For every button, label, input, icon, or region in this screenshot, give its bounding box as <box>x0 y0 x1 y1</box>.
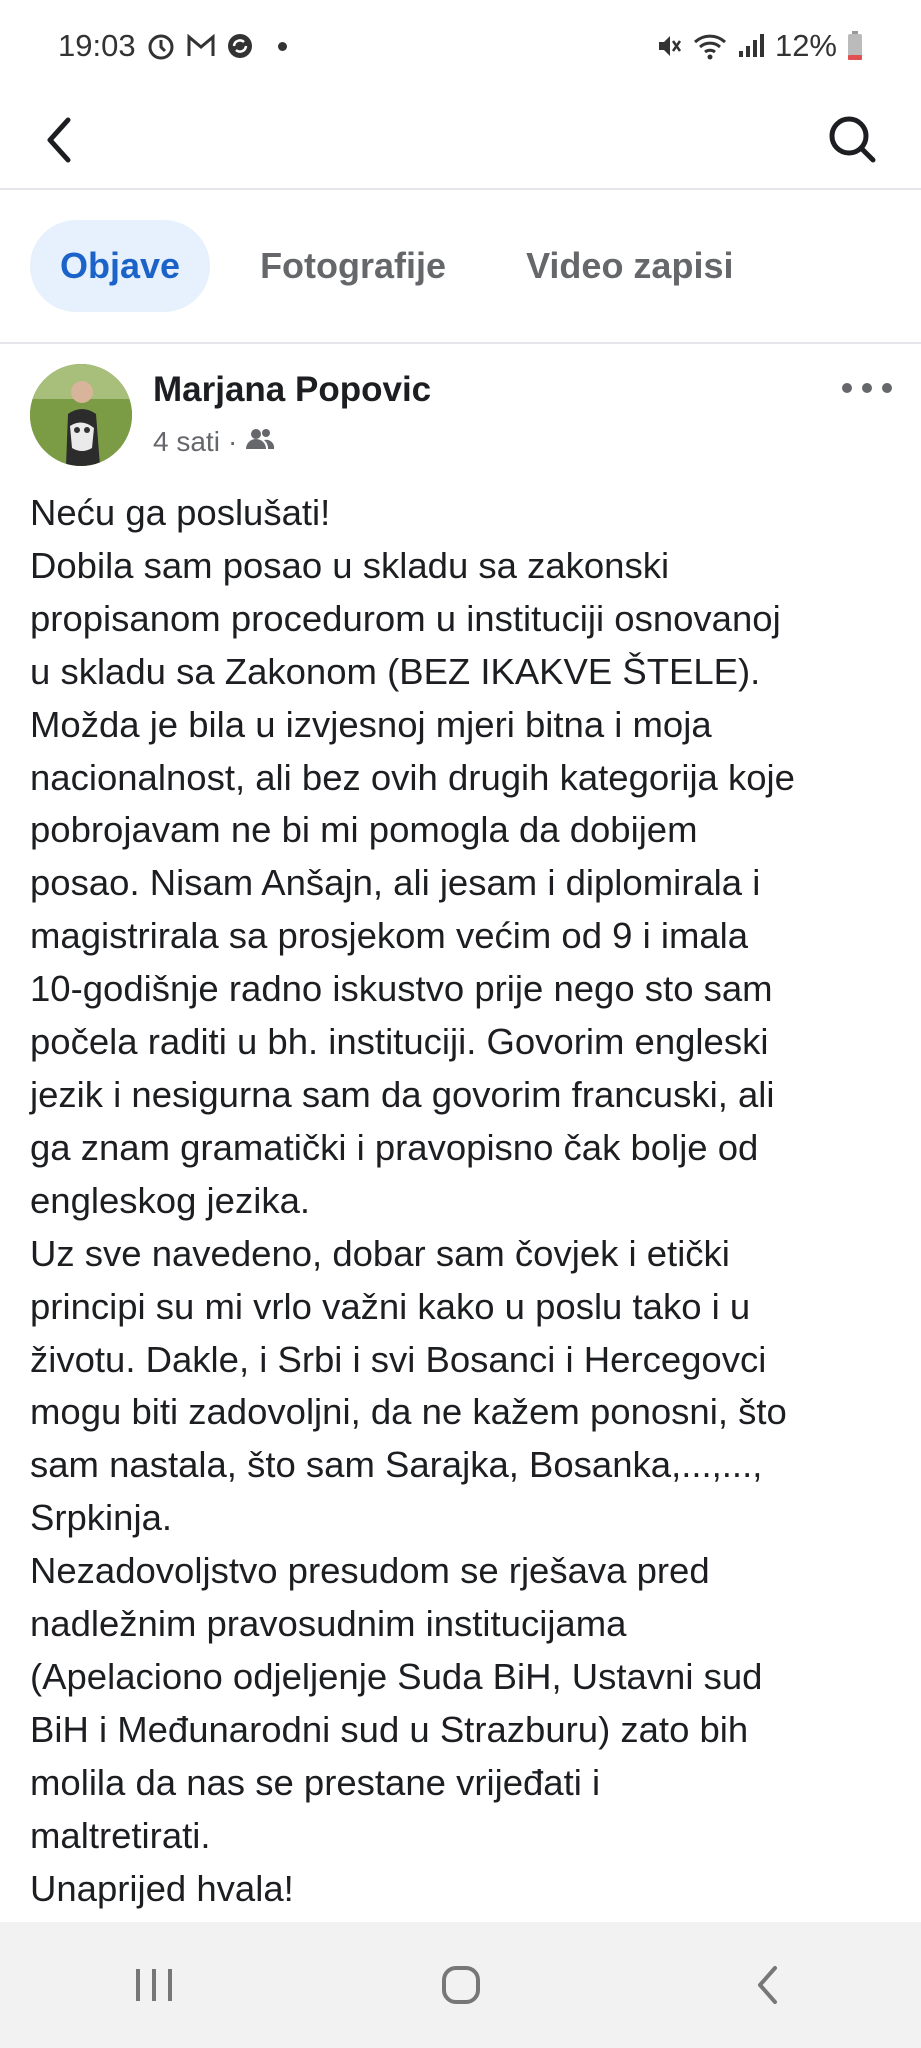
search-icon <box>823 110 883 170</box>
post-header <box>0 360 921 470</box>
status-bar <box>0 0 921 92</box>
search-button[interactable] <box>823 110 883 170</box>
mute-icon <box>655 32 683 60</box>
tab-objave[interactable]: Objave <box>30 220 210 312</box>
profile-photo <box>30 364 132 466</box>
battery-percent: 12% <box>774 28 837 63</box>
profile-tabs <box>0 190 921 344</box>
more-options-button[interactable] <box>839 376 895 400</box>
back-nav-icon <box>753 1963 783 2007</box>
back-button[interactable] <box>38 110 84 170</box>
post-author[interactable]: Marjana Popovic <box>153 370 432 409</box>
tab-fotografije[interactable]: Fotografije <box>260 245 447 286</box>
notification-dot <box>278 42 287 51</box>
signal-icon <box>737 33 765 59</box>
post-time[interactable]: 4 sati <box>153 426 220 457</box>
top-app-bar <box>0 92 921 190</box>
home-button[interactable] <box>421 1945 501 2025</box>
system-nav-bar <box>0 1922 921 2048</box>
clock-alarm-icon <box>146 31 176 61</box>
post-text: Neću ga poslušati! Dobila sam posao u skladu sa zakonski propisanom procedurom u instituciji osnovanoj u skladu sa Zakonom (BEZ IKAKVE ŠTELE). Možda je bila u izvjesnoj mjeri bitna i moja nacionalnost, ali bez ovih drugih kategorija koje pobrojavam ne bi mi pomogla da dobijem posao. Nisam Anšajn, ali jesam i diplomirala i magistrirala sa prosjekom većim od 9 i imala 10-godišnje radno iskustvo prije nego sto sam počela raditi u bh. instituciji. Govorim engleski jezik i nesigurna sam da govorim francuski, ali ga znam gramatički i pravopisno čak bolje od engleskog jezika. Uz sve navedeno, dobar sam čovjek i etički principi su mi vrlo važni kako u poslu tako i u životu. Dakle, i Srbi i svi Bosanci i Hercegovci mogu biti zadovoljni, da ne kažem ponosni, što sam nastala, što sam Sarajka, Bosanka,...,..., Srpkinja. Nezadovoljstvo presudom se rješava pred nadležnim pravosudnim institucijama (Apelaciono odjeljenje Suda BiH, Ustavni sud BiH i Međunarodni sud u Strazburu) zato bih molila da nas se prestane vrijeđati i maltretirati. Unaprijed hvala! <box>30 492 795 1909</box>
back-nav-button[interactable] <box>728 1945 808 2025</box>
gmail-icon <box>186 33 216 59</box>
status-left <box>58 28 287 64</box>
status-time: 19:03 <box>58 28 136 63</box>
battery-icon <box>847 31 863 61</box>
recent-apps-icon <box>132 1965 176 2005</box>
tab-video-zapisi[interactable]: Video zapisi <box>526 245 734 286</box>
avatar[interactable] <box>30 364 132 466</box>
sync-icon <box>226 32 254 60</box>
post-meta <box>153 426 275 458</box>
more-dots-icon <box>839 376 895 400</box>
recent-apps-button[interactable] <box>114 1945 194 2025</box>
meta-separator: · <box>227 426 238 457</box>
status-right <box>655 28 863 64</box>
friends-icon <box>245 426 275 458</box>
back-arrow-icon <box>38 110 84 170</box>
home-icon <box>439 1963 483 2007</box>
wifi-icon <box>693 32 727 60</box>
